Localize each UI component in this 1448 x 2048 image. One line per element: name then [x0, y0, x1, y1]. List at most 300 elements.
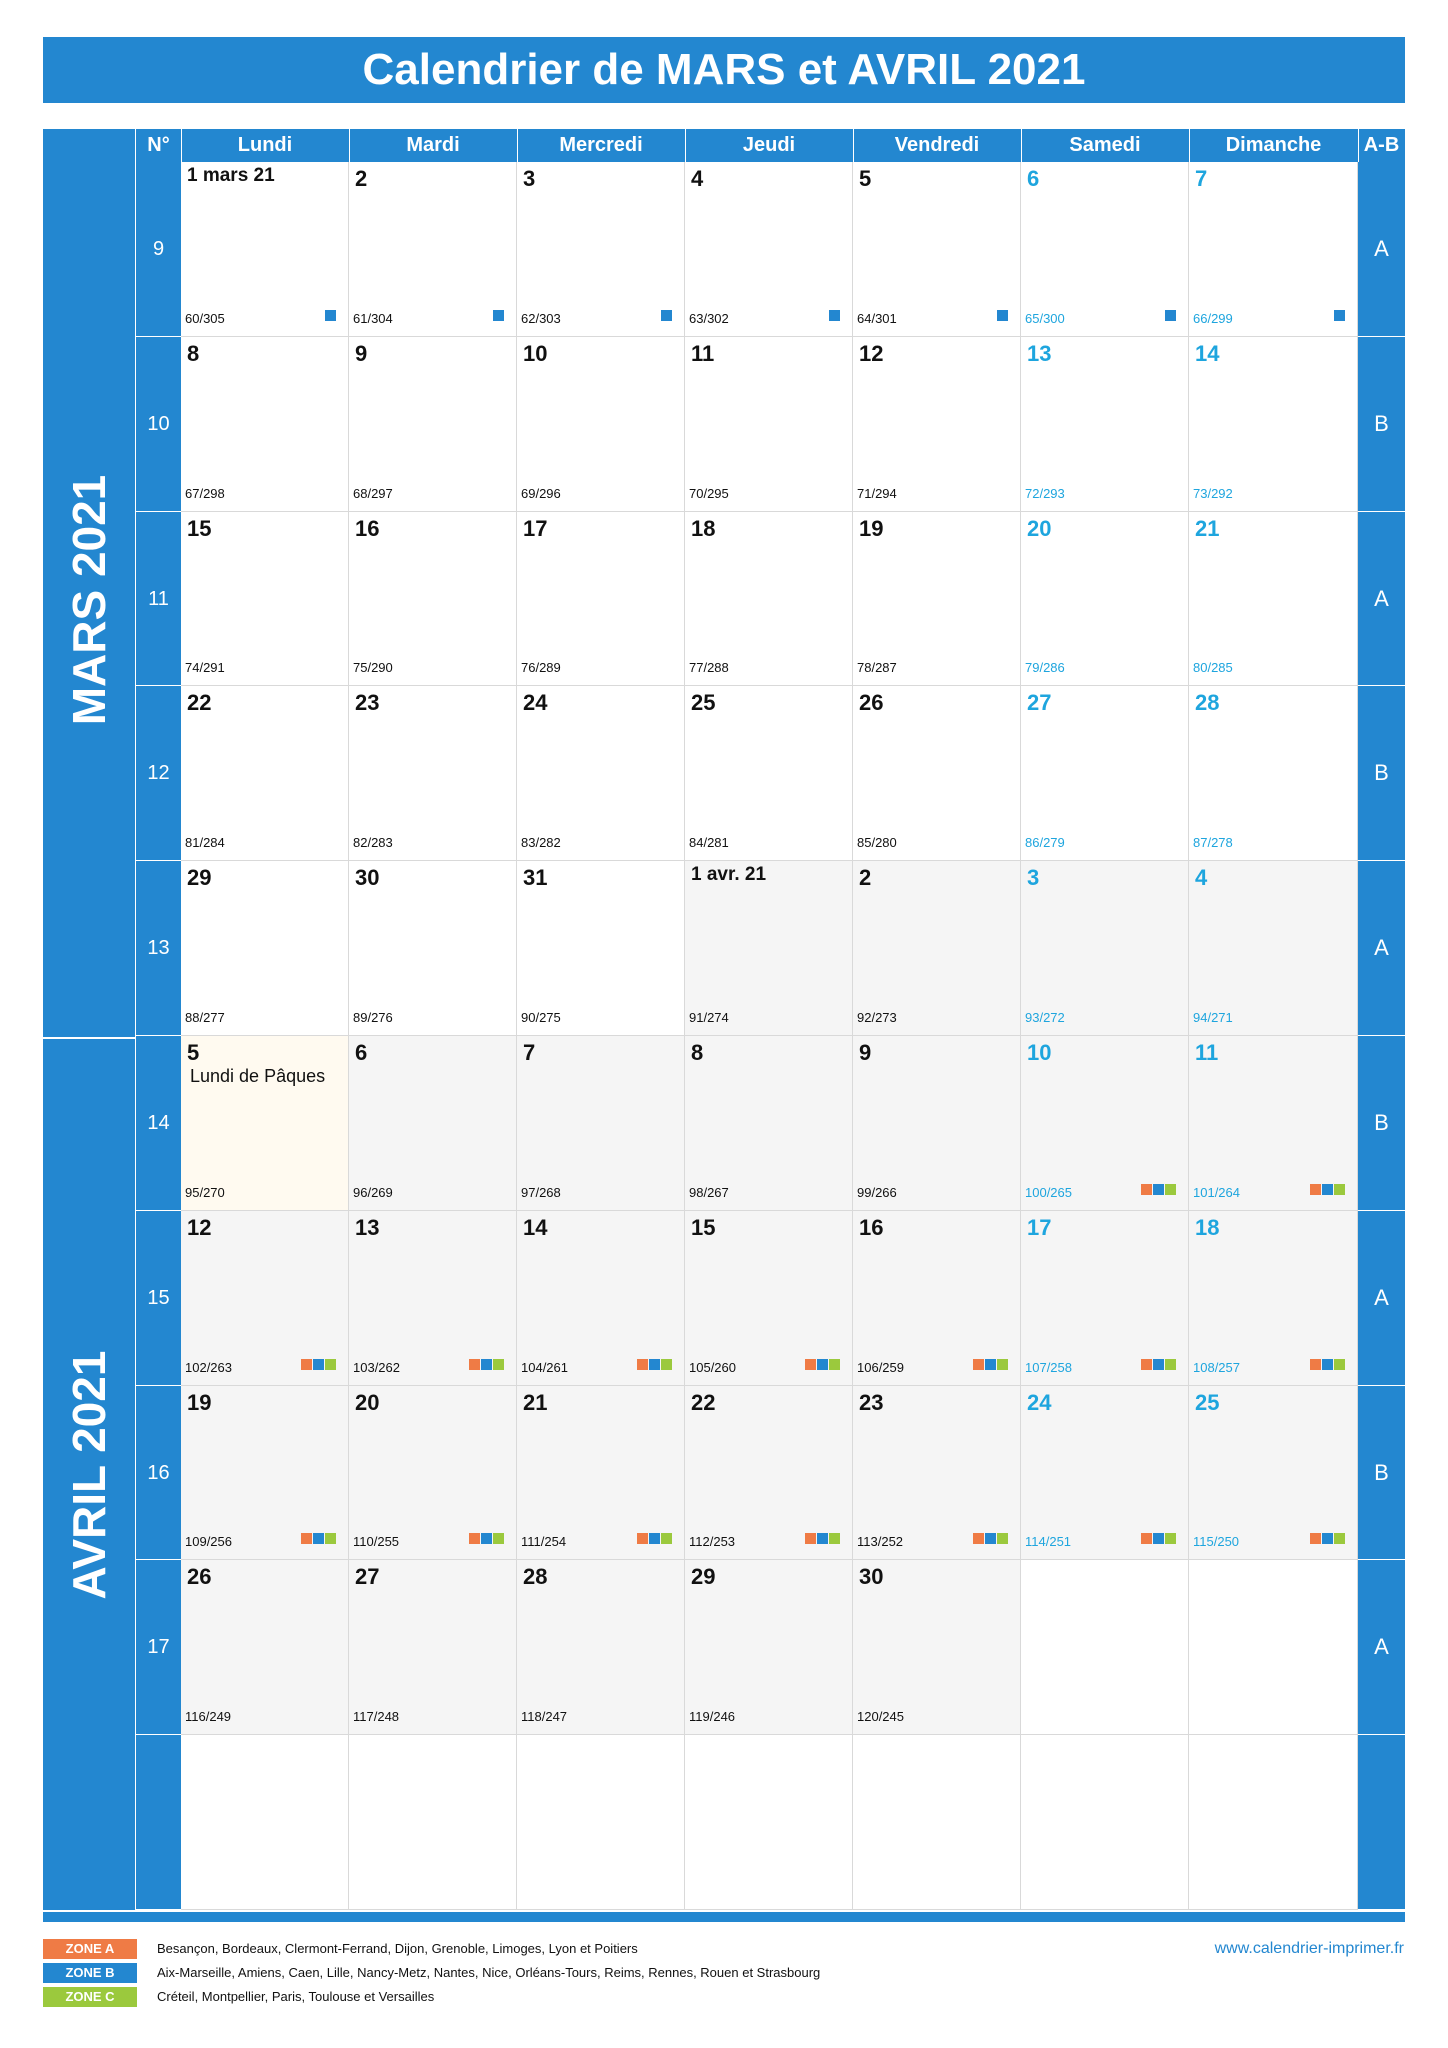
day-number: 20	[1027, 515, 1052, 541]
day-count: 108/257	[1193, 1359, 1240, 1375]
day-cell[interactable]	[1189, 1036, 1358, 1211]
week-ab: A	[1358, 162, 1405, 337]
day-number: 28	[523, 1564, 548, 1590]
zone-cities: Créteil, Montpellier, Paris, Toulouse et Versailles	[157, 1989, 435, 2004]
day-cell[interactable]	[1021, 162, 1189, 337]
day-number: 5	[187, 1040, 200, 1065]
day-cell[interactable]	[1021, 1211, 1189, 1386]
week-ab: A	[1358, 1560, 1405, 1735]
zone-c-marker	[829, 1359, 840, 1370]
header-separator	[135, 129, 136, 162]
day-cell[interactable]	[853, 1211, 1021, 1386]
zone-c-marker	[1165, 1359, 1176, 1370]
zone-a-marker	[1141, 1359, 1152, 1370]
day-count: 91/274	[689, 1009, 729, 1025]
zone-a-marker	[637, 1359, 648, 1370]
month-label-avril	[43, 1039, 135, 1910]
header-day-1: Mardi	[349, 129, 517, 162]
day-cell[interactable]	[349, 1036, 517, 1211]
day-count: 102/263	[185, 1359, 232, 1375]
day-number: 3	[523, 166, 536, 191]
day-cell[interactable]	[181, 162, 349, 337]
header-day-0: Lundi	[181, 129, 349, 162]
page-title: Calendrier de MARS et AVRIL 2021	[43, 37, 1405, 103]
day-count: 73/292	[1193, 485, 1233, 501]
zone-c-marker	[1334, 1533, 1345, 1544]
header-separator	[349, 129, 350, 162]
month-label-text: AVRIL 2021	[63, 1350, 115, 1599]
zone-c-marker	[1165, 1533, 1176, 1544]
zone-badge: ZONE B	[43, 1963, 137, 1983]
day-count: 117/248	[353, 1709, 400, 1725]
zone-a-marker	[805, 1359, 816, 1370]
day-cell[interactable]	[685, 1560, 853, 1735]
week-number: 16	[136, 1386, 181, 1561]
day-count: 106/259	[857, 1359, 904, 1375]
day-number: 4	[1195, 865, 1208, 891]
zone-badge: ZONE A	[43, 1939, 137, 1959]
day-number: 29	[691, 1564, 716, 1590]
day-number: 31	[523, 865, 548, 891]
week-number	[136, 1735, 181, 1910]
day-number: 19	[859, 515, 884, 541]
day-count: 86/279	[1025, 835, 1065, 851]
day-cell[interactable]	[853, 686, 1021, 861]
day-count: 64/301	[857, 310, 897, 326]
day-count: 97/268	[521, 1184, 561, 1200]
zone-c-marker	[1334, 1184, 1345, 1195]
header-separator	[685, 129, 686, 162]
day-count: 93/272	[1025, 1009, 1065, 1025]
day-count: 98/267	[689, 1184, 729, 1200]
day-count: 116/249	[185, 1709, 232, 1725]
day-number: 22	[187, 690, 212, 716]
day-count: 114/251	[1025, 1534, 1072, 1550]
zone-a-marker	[1310, 1184, 1321, 1195]
day-number: 14	[1195, 340, 1220, 366]
zone-c-marker	[1334, 1359, 1345, 1370]
day-number: 11	[691, 340, 715, 366]
zone-c-marker	[493, 1533, 504, 1544]
day-number: 21	[523, 1389, 548, 1415]
zone-b-marker	[649, 1533, 660, 1544]
day-cell[interactable]	[1021, 686, 1189, 861]
day-number: 25	[691, 690, 716, 716]
day-number: 21	[1195, 515, 1220, 541]
day-count: 80/285	[1193, 660, 1233, 676]
day-cell[interactable]	[685, 337, 853, 512]
day-number: 9	[859, 1040, 872, 1065]
day-number: 6	[355, 1040, 368, 1065]
day-cell[interactable]	[1021, 512, 1189, 687]
day-number: 15	[187, 515, 212, 541]
day-cell[interactable]	[181, 512, 349, 687]
day-count: 105/260	[689, 1359, 736, 1375]
day-number: 25	[1195, 1389, 1220, 1415]
day-cell[interactable]	[685, 1211, 853, 1386]
day-cell[interactable]	[181, 1386, 349, 1561]
day-count: 76/289	[521, 660, 561, 676]
day-count: 68/297	[353, 485, 393, 501]
day-count: 99/266	[857, 1184, 897, 1200]
day-number: 9	[355, 340, 368, 366]
header-day-5: Samedi	[1021, 129, 1189, 162]
day-number: 1 avr. 21	[691, 864, 767, 886]
zone-b-marker	[1165, 310, 1176, 321]
zone-c-marker	[325, 1359, 336, 1370]
zone-b-marker	[313, 1359, 324, 1370]
day-cell[interactable]	[1189, 861, 1358, 1036]
day-cell[interactable]	[853, 512, 1021, 687]
week-ab: A	[1358, 512, 1405, 687]
day-number: 30	[859, 1564, 884, 1590]
zone-cities: Besançon, Bordeaux, Clermont-Ferrand, Dijon, Grenoble, Limoges, Lyon et Poitiers	[157, 1941, 638, 1956]
day-number: 14	[523, 1214, 548, 1240]
day-number: 20	[355, 1389, 380, 1415]
zone-b-marker	[997, 310, 1008, 321]
day-cell[interactable]	[181, 686, 349, 861]
week-ab: A	[1358, 1211, 1405, 1386]
day-count: 70/295	[689, 485, 729, 501]
day-number: 13	[1027, 340, 1052, 366]
header-day-6: Dimanche	[1189, 129, 1358, 162]
zone-b-marker	[1322, 1533, 1333, 1544]
day-number: 18	[1195, 1214, 1220, 1240]
zone-b-marker	[1322, 1359, 1333, 1370]
day-count: 61/304	[353, 310, 393, 326]
zone-b-marker	[985, 1359, 996, 1370]
header-day-4: Vendredi	[853, 129, 1021, 162]
day-count: 69/296	[521, 485, 561, 501]
zone-a-marker	[469, 1533, 480, 1544]
zone-b-marker	[493, 310, 504, 321]
legend-row	[43, 1987, 1043, 2007]
day-count: 66/299	[1193, 310, 1233, 326]
header-week-no: N°	[136, 129, 181, 162]
day-count: 78/287	[857, 660, 897, 676]
day-cell[interactable]	[517, 861, 685, 1036]
week-number: 10	[136, 337, 181, 512]
holiday-name: Lundi de Pâques	[190, 1066, 326, 1086]
zone-c-marker	[997, 1533, 1008, 1544]
day-cell[interactable]	[1189, 1735, 1358, 1910]
day-count: 113/252	[857, 1534, 904, 1550]
day-number: 23	[355, 690, 380, 716]
zone-c-marker	[661, 1533, 672, 1544]
day-number: 2	[859, 865, 872, 891]
zone-a-marker	[973, 1533, 984, 1544]
day-cell[interactable]	[1189, 337, 1358, 512]
day-count: 79/286	[1025, 660, 1065, 676]
zone-a-marker	[1310, 1533, 1321, 1544]
day-count: 81/284	[185, 835, 225, 851]
day-count: 103/262	[353, 1359, 400, 1375]
day-cell[interactable]	[853, 162, 1021, 337]
week-ab: B	[1358, 1036, 1405, 1211]
day-count: 75/290	[353, 660, 393, 676]
day-cell[interactable]	[1021, 1386, 1189, 1561]
day-cell[interactable]	[517, 686, 685, 861]
day-number: 10	[523, 340, 548, 366]
day-count: 101/264	[1193, 1184, 1240, 1200]
day-cell[interactable]	[517, 1386, 685, 1561]
day-count: 118/247	[521, 1709, 568, 1725]
day-count: 109/256	[185, 1534, 232, 1550]
day-cell[interactable]	[349, 1735, 517, 1910]
day-cell[interactable]	[517, 1735, 685, 1910]
day-cell[interactable]	[853, 1560, 1021, 1735]
day-number: 4	[691, 166, 704, 191]
zone-c-marker	[829, 1533, 840, 1544]
day-cell[interactable]	[517, 1560, 685, 1735]
day-number: 8	[187, 340, 200, 366]
week-ab: B	[1358, 1386, 1405, 1561]
zone-b-marker	[817, 1359, 828, 1370]
day-count: 92/273	[857, 1009, 897, 1025]
day-count: 119/246	[689, 1709, 736, 1725]
day-cell[interactable]	[1021, 1036, 1189, 1211]
day-count: 112/253	[689, 1534, 736, 1550]
day-cell[interactable]	[685, 512, 853, 687]
day-cell[interactable]	[685, 861, 853, 1036]
day-cell[interactable]	[1189, 162, 1358, 337]
day-number: 17	[523, 515, 548, 541]
day-count: 67/298	[185, 485, 225, 501]
day-number: 22	[691, 1389, 716, 1415]
day-count: 94/271	[1193, 1009, 1233, 1025]
zone-a-marker	[301, 1533, 312, 1544]
day-number: 29	[187, 865, 212, 891]
day-cell[interactable]	[517, 162, 685, 337]
day-number: 16	[355, 515, 380, 541]
day-cell[interactable]	[685, 1735, 853, 1910]
day-cell[interactable]	[349, 861, 517, 1036]
day-count: 95/270	[185, 1184, 225, 1200]
zone-c-marker	[997, 1359, 1008, 1370]
day-count: 96/269	[353, 1184, 393, 1200]
day-count: 63/302	[689, 310, 729, 326]
zone-b-marker	[481, 1533, 492, 1544]
day-count: 100/265	[1025, 1184, 1072, 1200]
day-count: 71/294	[857, 485, 897, 501]
week-number: 13	[136, 861, 181, 1036]
day-number: 24	[523, 690, 548, 716]
zone-b-marker	[649, 1359, 660, 1370]
day-count: 89/276	[353, 1009, 393, 1025]
day-cell[interactable]	[517, 1211, 685, 1386]
zone-b-marker	[481, 1359, 492, 1370]
day-cell[interactable]	[1021, 861, 1189, 1036]
day-cell[interactable]	[853, 337, 1021, 512]
day-cell[interactable]	[349, 1386, 517, 1561]
day-cell[interactable]	[685, 686, 853, 861]
day-cell[interactable]	[1189, 686, 1358, 861]
month-label-mars	[43, 162, 135, 1037]
zone-b-marker	[313, 1533, 324, 1544]
day-number: 3	[1027, 865, 1040, 891]
day-cell[interactable]	[349, 1560, 517, 1735]
zone-badge: ZONE C	[43, 1987, 137, 2007]
header-blank	[43, 129, 135, 162]
day-number: 11	[1195, 1040, 1219, 1065]
zone-b-marker	[817, 1533, 828, 1544]
day-count: 77/288	[689, 660, 729, 676]
calendar-grid	[181, 162, 1358, 1910]
week-number: 11	[136, 512, 181, 687]
header-separator	[1021, 129, 1022, 162]
zone-b-marker	[661, 310, 672, 321]
zone-a-marker	[973, 1359, 984, 1370]
day-count: 84/281	[689, 835, 729, 851]
header-separator	[1189, 129, 1190, 162]
website-link[interactable]: www.calendrier-imprimer.fr	[1214, 1940, 1404, 1957]
day-count: 65/300	[1025, 310, 1065, 326]
day-cell[interactable]	[853, 1386, 1021, 1561]
day-number: 26	[859, 690, 884, 716]
month-strip	[43, 162, 135, 1910]
day-number: 7	[1195, 166, 1208, 191]
header-separator	[517, 129, 518, 162]
zone-b-marker	[829, 310, 840, 321]
header-separator	[853, 129, 854, 162]
week-ab	[1358, 1735, 1405, 1910]
day-number: 16	[859, 1214, 884, 1240]
day-cell[interactable]	[1021, 1560, 1189, 1735]
week-number: 9	[136, 162, 181, 337]
bottom-bar	[43, 1912, 1405, 1922]
day-number: 27	[1027, 690, 1052, 716]
day-cell[interactable]	[1021, 337, 1189, 512]
header-day-2: Mercredi	[517, 129, 685, 162]
day-number: 26	[187, 1564, 212, 1590]
day-number: 19	[187, 1389, 212, 1415]
day-count: 60/305	[185, 310, 225, 326]
zone-c-marker	[1165, 1184, 1176, 1195]
zone-b-marker	[1153, 1359, 1164, 1370]
day-cell[interactable]	[181, 1560, 349, 1735]
day-count: 72/293	[1025, 485, 1065, 501]
header-separator	[181, 129, 182, 162]
day-number: 10	[1027, 1040, 1052, 1065]
day-count: 90/275	[521, 1009, 561, 1025]
week-number: 17	[136, 1560, 181, 1735]
day-number: 7	[523, 1040, 536, 1065]
day-cell[interactable]	[349, 1211, 517, 1386]
zone-b-marker	[325, 310, 336, 321]
header-ab: A-B	[1358, 129, 1405, 162]
zone-c-marker	[325, 1533, 336, 1544]
day-count: 110/255	[353, 1534, 400, 1550]
week-number: 14	[136, 1036, 181, 1211]
day-number: 28	[1195, 690, 1220, 716]
day-cell[interactable]	[685, 162, 853, 337]
day-number: 12	[187, 1214, 212, 1240]
day-count: 87/278	[1193, 835, 1233, 851]
week-ab: B	[1358, 337, 1405, 512]
day-count: 88/277	[185, 1009, 225, 1025]
day-count: 62/303	[521, 310, 561, 326]
day-count: 120/245	[857, 1709, 904, 1725]
day-cell[interactable]	[1189, 1211, 1358, 1386]
zone-a-marker	[637, 1533, 648, 1544]
zone-a-marker	[469, 1359, 480, 1370]
day-count: 82/283	[353, 835, 393, 851]
day-cell[interactable]	[853, 861, 1021, 1036]
day-cell[interactable]	[1189, 1560, 1358, 1735]
zone-c-marker	[493, 1359, 504, 1370]
day-count: 115/250	[1193, 1534, 1240, 1550]
day-count: 83/282	[521, 835, 561, 851]
day-number: 5	[859, 166, 872, 191]
day-cell[interactable]	[517, 337, 685, 512]
zone-a-marker	[1141, 1533, 1152, 1544]
day-number: 13	[355, 1214, 380, 1240]
zone-a-marker	[1310, 1359, 1321, 1370]
header-separator	[1358, 129, 1359, 162]
week-number: 15	[136, 1211, 181, 1386]
day-count: 85/280	[857, 835, 897, 851]
day-cell[interactable]	[853, 1036, 1021, 1211]
week-ab: A	[1358, 861, 1405, 1036]
week-ab: B	[1358, 686, 1405, 861]
day-number: 12	[859, 340, 884, 366]
day-number: 30	[355, 865, 380, 891]
day-cell[interactable]	[181, 337, 349, 512]
day-cell[interactable]	[1021, 1735, 1189, 1910]
day-cell[interactable]	[181, 1735, 349, 1910]
day-cell[interactable]	[1189, 512, 1358, 687]
day-cell[interactable]	[181, 1211, 349, 1386]
zone-b-marker	[1322, 1184, 1333, 1195]
zone-b-marker	[1153, 1533, 1164, 1544]
legend-row	[43, 1963, 1043, 1983]
zone-c-marker	[661, 1359, 672, 1370]
day-cell[interactable]	[685, 1386, 853, 1561]
day-number: 27	[355, 1564, 380, 1590]
day-cell[interactable]	[349, 337, 517, 512]
day-number: 15	[691, 1214, 716, 1240]
day-cell[interactable]	[181, 861, 349, 1036]
day-number: 17	[1027, 1214, 1052, 1240]
day-number: 6	[1027, 166, 1040, 191]
day-count: 104/261	[521, 1359, 568, 1375]
day-cell[interactable]	[517, 1036, 685, 1211]
day-cell[interactable]	[853, 1735, 1021, 1910]
day-number: 23	[859, 1389, 884, 1415]
day-count: 111/254	[521, 1534, 567, 1550]
day-cell[interactable]	[181, 1036, 349, 1211]
day-cell[interactable]	[685, 1036, 853, 1211]
zone-b-marker	[1153, 1184, 1164, 1195]
zone-a-marker	[805, 1533, 816, 1544]
header-day-3: Jeudi	[685, 129, 853, 162]
legend-row	[43, 1939, 1043, 1959]
zone-b-marker	[1334, 310, 1345, 321]
zone-a-marker	[301, 1359, 312, 1370]
day-cell[interactable]	[1189, 1386, 1358, 1561]
zone-b-marker	[985, 1533, 996, 1544]
day-count: 107/258	[1025, 1359, 1072, 1375]
day-cell[interactable]	[349, 512, 517, 687]
day-number: 2	[355, 166, 368, 191]
day-number: 8	[691, 1040, 704, 1065]
day-cell[interactable]	[349, 686, 517, 861]
day-number: 24	[1027, 1389, 1052, 1415]
zone-a-marker	[1141, 1184, 1152, 1195]
zone-cities: Aix-Marseille, Amiens, Caen, Lille, Nancy-Metz, Nantes, Nice, Orléans-Tours, Reims, Rennes, Rouen et Strasbourg	[157, 1965, 821, 1980]
day-cell[interactable]	[517, 512, 685, 687]
day-cell[interactable]	[349, 162, 517, 337]
